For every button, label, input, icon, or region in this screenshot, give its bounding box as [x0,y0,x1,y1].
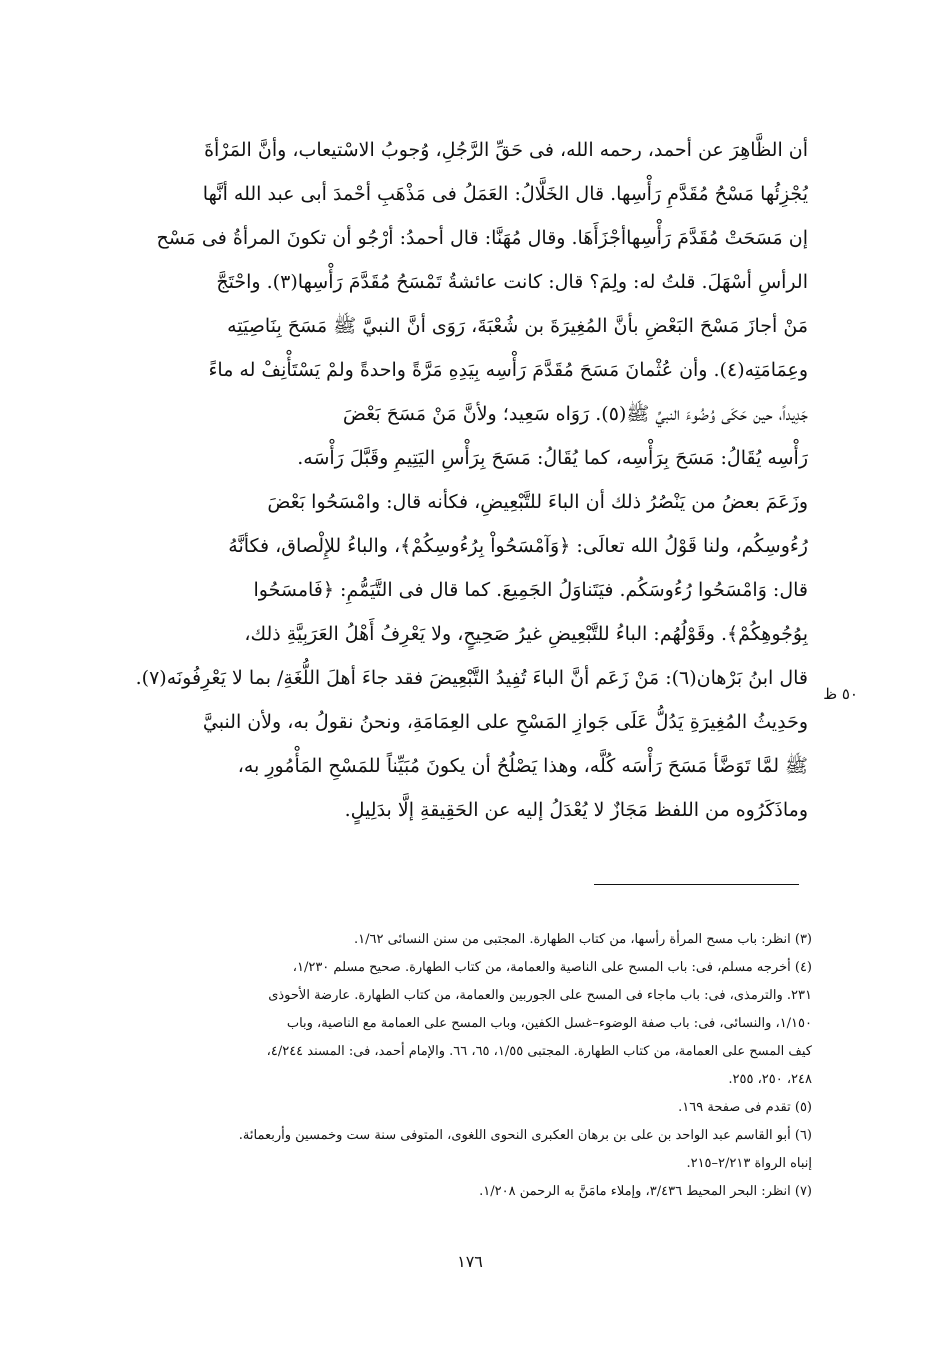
main-text-line: الرأسِ أسْهَلَ. قلتُ له: ولِمَ؟ قال: كانت عائشةُ تَمْسَحُ مُقَدَّمَ رَأْسِها(٣). واحْتَجَّ [216,271,808,293]
footnote-line: ١/١٥٠، والنسائى، فى: باب صفة الوضوء–غسل الكفين، وباب المسح على العمامة مع الناصية، وباب [286,1016,812,1031]
footnote-line: (٦) أبو القاسم عبد الواحد بن على بن برهان العكبرى النحوى اللغوى، المتوفى سنة ست وخمسين وأربعمائة. [238,1128,812,1143]
main-text-line: رُءُوسِكُم، ولنا قَوْلُ الله تعالَى: ﴿وَآمْسَحُواْ بِرُءُوسِكُمْ﴾، والباءُ للإِلْصاق، فكأنَّهُ [228,535,808,557]
footnote-line: (٣) انظر: باب مسح المرأة رأسها، من كتاب الطهارة. المجتبى من سنن النسائى ١/٦٢. [354,932,812,947]
footnote-line: ٢٣١. والترمذى، فى: باب ماجاء فى المسح على الجوربين والعمامة، من كتاب الطهارة. عارضة الأحوذى [268,988,812,1003]
footnote-line: (٧) انظر: البحر المحيط ٣/٤٣٦، وإملاء مامَنَّ به الرحمن ١/٢٠٨. [479,1184,812,1199]
main-text-line: قال: وَامْسَحُوا رُءُوسَكُم. فيَتَناوَلُ الجَمِيعَ. كما قال فى التَّيَمُّمِ: ﴿فَامسَحُوا [253,579,808,601]
main-text-line: وماذَكَرُوه من اللفظ مَجَازٌ لا يُعْدَلُ إليه عن الحَقِيقةِ إلَّا بدَلِيلٍ. [344,799,808,821]
main-text-line: أن الظَّاهِرَ عن أحمد، رحمه الله، فى حَقِّ الرَّجُلِ، وُجوبُ الاسْتيعاب، وأنَّ المَرْأةَ [204,139,808,161]
main-text-block [128,128,808,832]
main-text-line: يُجْزِئُها مَسْحُ مُقَدَّمِ رَأْسِها. قال الخَلَّالُ: العَمَلُ فى مَذْهَبِ أحْمدَ أبى عبد الله أنَّها [202,183,808,205]
main-text-line: إن مَسَحَتْ مُقَدَّمَ رَأْسِهاأجْزَأَهَا. وقال مُهَنَّا: قال أحمدُ: أرْجُو أن تكونَ المرأةُ فى مَسْح [156,227,808,249]
footnote-line: ٢٤٨، ٢٥٠، ٢٥٥. [728,1072,812,1087]
footnote-line: إنباه الرواة ٢/٢١٣–٢١٥. [686,1156,812,1171]
main-text-line: قال ابنُ بَرْهان(٦): مَنْ زَعَم أنَّ الباءَ تُفِيدُ التَّبْعِيضَ فقد جاءَ أهلَ اللُّغَةِ/ بما لا يَعْرِفُونَه(٧). [135,667,808,689]
main-text-line: رَأْسِه يُقَالُ: مَسَحَ بِرَأْسِه، كما يُقَالُ: مَسَحَ بِرَأْسِ اليَتِيمِ وقَبَّلَ رَأْسَه. [297,447,808,469]
footnotes-block [128,926,812,1206]
main-text-line: وحَدِيثُ المُغِيرَةِ يَدُلُّ عَلَى جَوازِ المَسْحِ على العِمَامَةِ، ونحنُ نقولُ به، ولأن النبيَّ [202,711,808,733]
main-text-line: بِوُجُوهِكُمْ﴾. وقَوْلُهُم: الباءُ للتَّبْعِيضِ غيرُ صَحِيحٍ، ولا يَعْرِفُ أَهْلُ العَرَبِيَّةِ ذلك، [244,623,808,645]
main-text-line: وزَعَمَ بعضُ من يَنْصُرُ ذلك أن الباءَ للتَّبْعِيضِ، فكأنه قال: وامْسَحُوا بَعْضَ [267,491,808,513]
main-text-line: مَنْ أجازَ مَسْحَ البَعْضِ بأنَّ المُغِيرَةَ بن شُعْبَةَ، رَوَى أنَّ النبيَّ ﷺ مَسَحَ بِنَاصِيَتِه [227,315,808,337]
manuscript-folio-marker: ٥٠ ظ [823,685,858,703]
main-text-line: ﷺ لمَّا تَوَضَّأ مَسَحَ رَأْسَه كُلَّه، وهذا يَصْلُحُ أن يكونَ مُبَيِّناً للمَسْحِ المَأْمُورِ به، [237,755,808,777]
footnote-line: كيف المسح على العمامة، من كتاب الطهارة. المجتبى ١/٥٥، ٦٥، ٦٦. والإمام أحمد، فى: المسند ٤/٢٤٤، [266,1044,812,1059]
main-text-line: جَدِيداً، حين حَكَى وُضُوءَ النبيِّ ﷺ(٥). رَوَاه سَعِيد؛ ولأنَّ مَنْ مَسَحَ بَعْضَ [342,403,808,425]
footnote-separator [594,884,799,885]
footnote-line: (٤) أخرجه مسلم، فى: باب المسح على الناصية والعمامة، من كتاب الطهارة. صحيح مسلم ١/٢٣٠، [292,960,812,975]
footnote-line: (٥) تقدم فى صفحة ١٦٩. [678,1100,812,1115]
page-number: ١٧٦ [457,1252,483,1271]
main-text-line: وعِمَامَتِه(٤). وأن عُثْمانَ مَسَحَ مُقَدَّمَ رَأْسِه بِيَدِهِ مَرَّةً واحدةً ولمْ يَسْتَأْنِفْ له ماءً [208,359,808,381]
